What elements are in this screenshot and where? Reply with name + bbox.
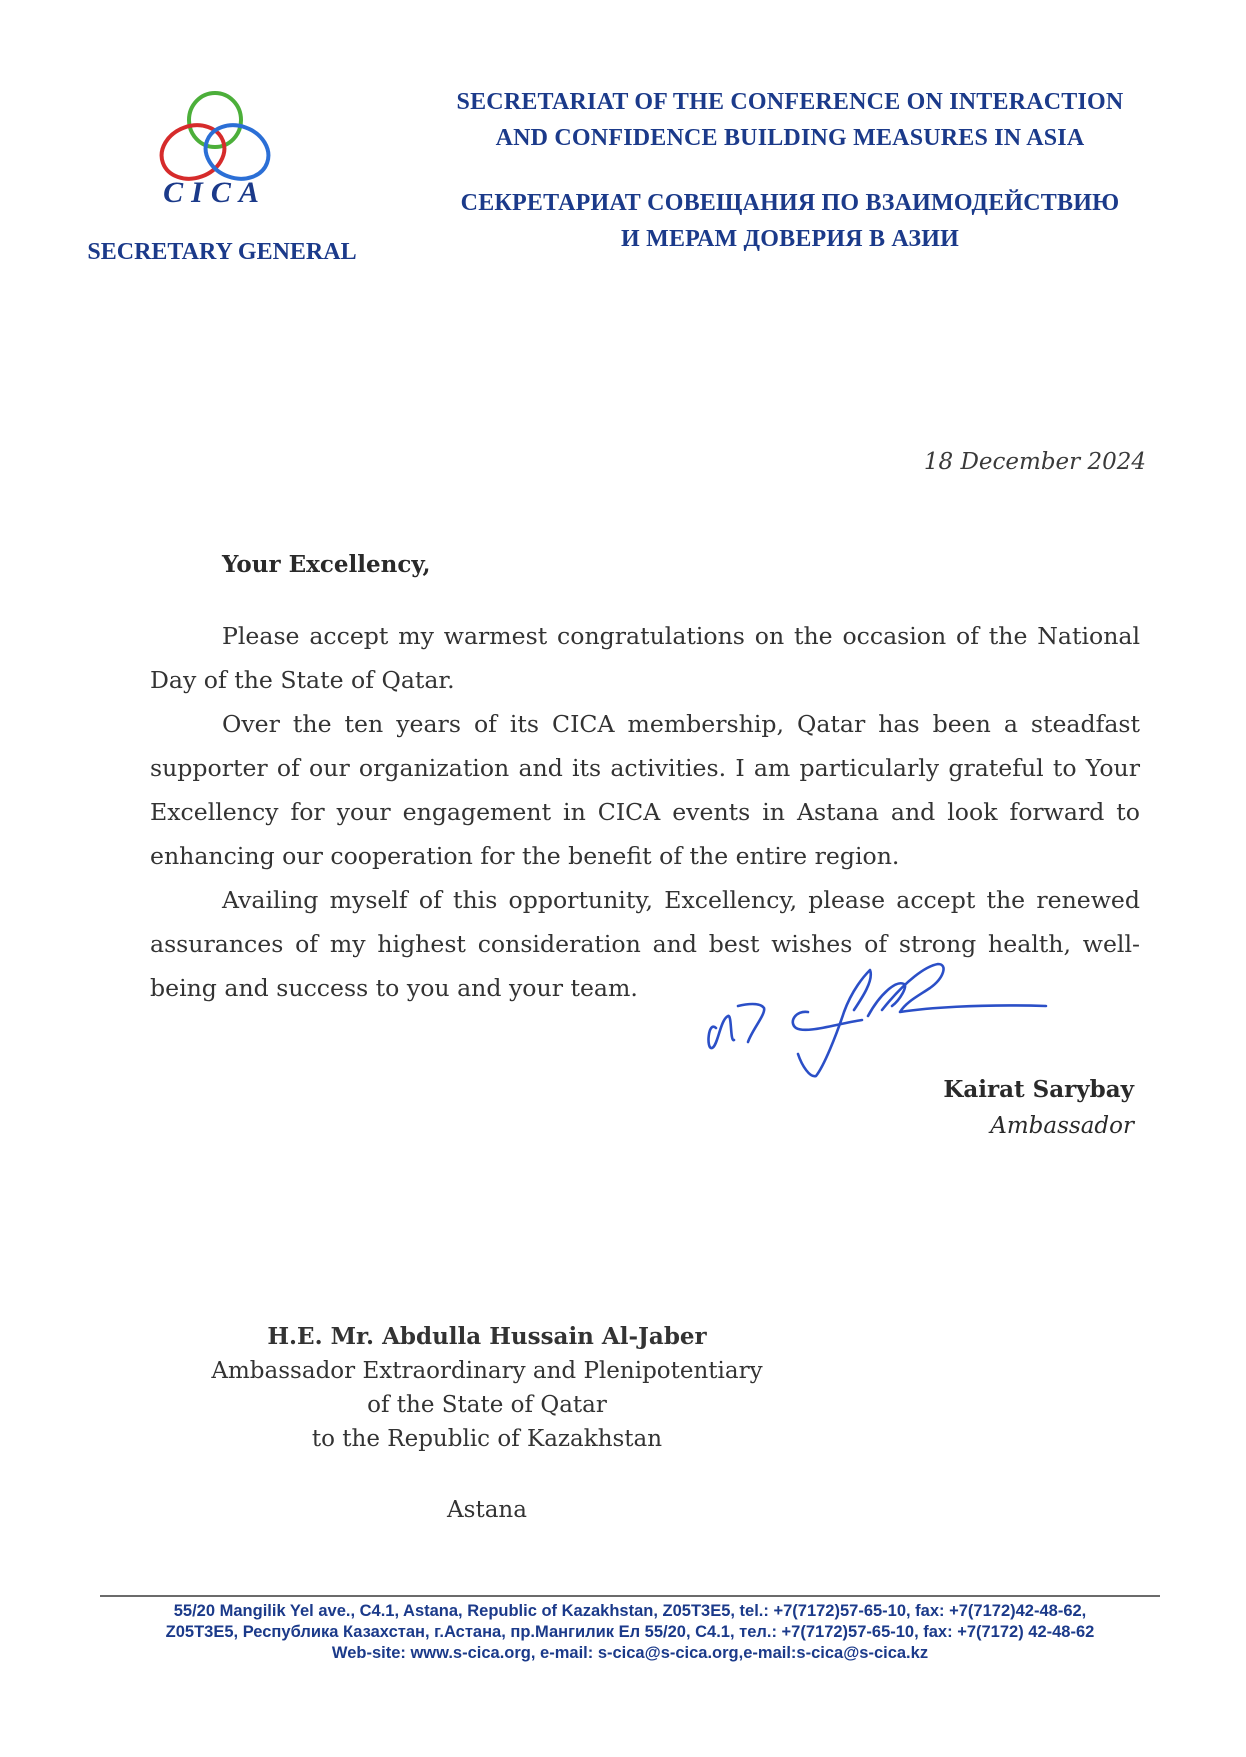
signer-block — [943, 1071, 1134, 1145]
footer-line-1: 55/20 Mangilik Yel ave., C4.1, Astana, Republic of Kazakhstan, Z05T3E5, tel.: +7(7172)57-65-10, fax: +7(7172)42-48-62, — [173, 1602, 1087, 1620]
footer-line-2: Z05T3E5, Республика Казахстан, г.Астана, пр.Мангилик Ел 55/20, С4.1, тел.: +7(7172)57-65-10, fax: +7(7172) 42-48-62 — [165, 1623, 1095, 1641]
org-en-line-2: AND CONFIDENCE BUILDING MEASURES IN ASIA — [495, 125, 1085, 151]
org-en-line-1: SECRETARIAT OF THE CONFERENCE ON INTERACTION — [456, 89, 1124, 115]
addressee-line-3: to the Republic of Kazakhstan — [311, 1426, 663, 1452]
org-ru-line-1: СЕКРЕТАРИАТ СОВЕЩАНИЯ ПО ВЗАИМОДЕЙСТВИЮ — [460, 190, 1120, 216]
signer-title: Ambassador — [990, 1113, 1134, 1139]
letter-date: 18 December 2024 — [923, 449, 1146, 475]
organization-name-russian — [430, 185, 1150, 257]
addressee-city: Astana — [447, 1497, 527, 1523]
addressee-line-2: of the State of Qatar — [367, 1392, 607, 1418]
addressee-name: H.E. Mr. Abdulla Hussain Al-Jaber — [267, 1323, 707, 1350]
addressee-block — [187, 1320, 787, 1456]
footer-line-3: Web-site: www.s-cica.org, e-mail: s-cica@s-cica.org,e-mail:s-cica@s-cica.kz — [331, 1644, 929, 1662]
salutation: Your Excellency, — [222, 551, 431, 578]
footer-contact-info — [60, 1601, 1200, 1664]
addressee-line-1: Ambassador Extraordinary and Plenipotentiary — [211, 1358, 763, 1384]
logo-wordmark: CICA — [163, 176, 267, 209]
paragraph-3: Availing myself of this opportunity, Excellency, please accept the renewed assurances of my highest consideration and best wishes of strong health, well-being and success to you and your team. — [150, 886, 1140, 1002]
footer-divider — [100, 1595, 1160, 1597]
signer-name: Kairat Sarybay — [943, 1076, 1134, 1103]
paragraph-2: Over the ten years of its CICA membership, Qatar has been a steadfast supporter of our organization and its activities. I am particularly grateful to Your Excellency for your engagement in CICA events in Astana and look forward to enhancing our cooperation for the benefit of the entire region. — [150, 710, 1140, 870]
organization-name-english — [430, 84, 1150, 156]
paragraph-1: Please accept my warmest congratulations on the occasion of the National Day of the State of Qatar. — [150, 622, 1140, 694]
secretary-general-label: SECRETARY GENERAL — [87, 239, 357, 265]
org-ru-line-2: И МЕРАМ ДОВЕРИЯ В АЗИИ — [621, 226, 959, 252]
